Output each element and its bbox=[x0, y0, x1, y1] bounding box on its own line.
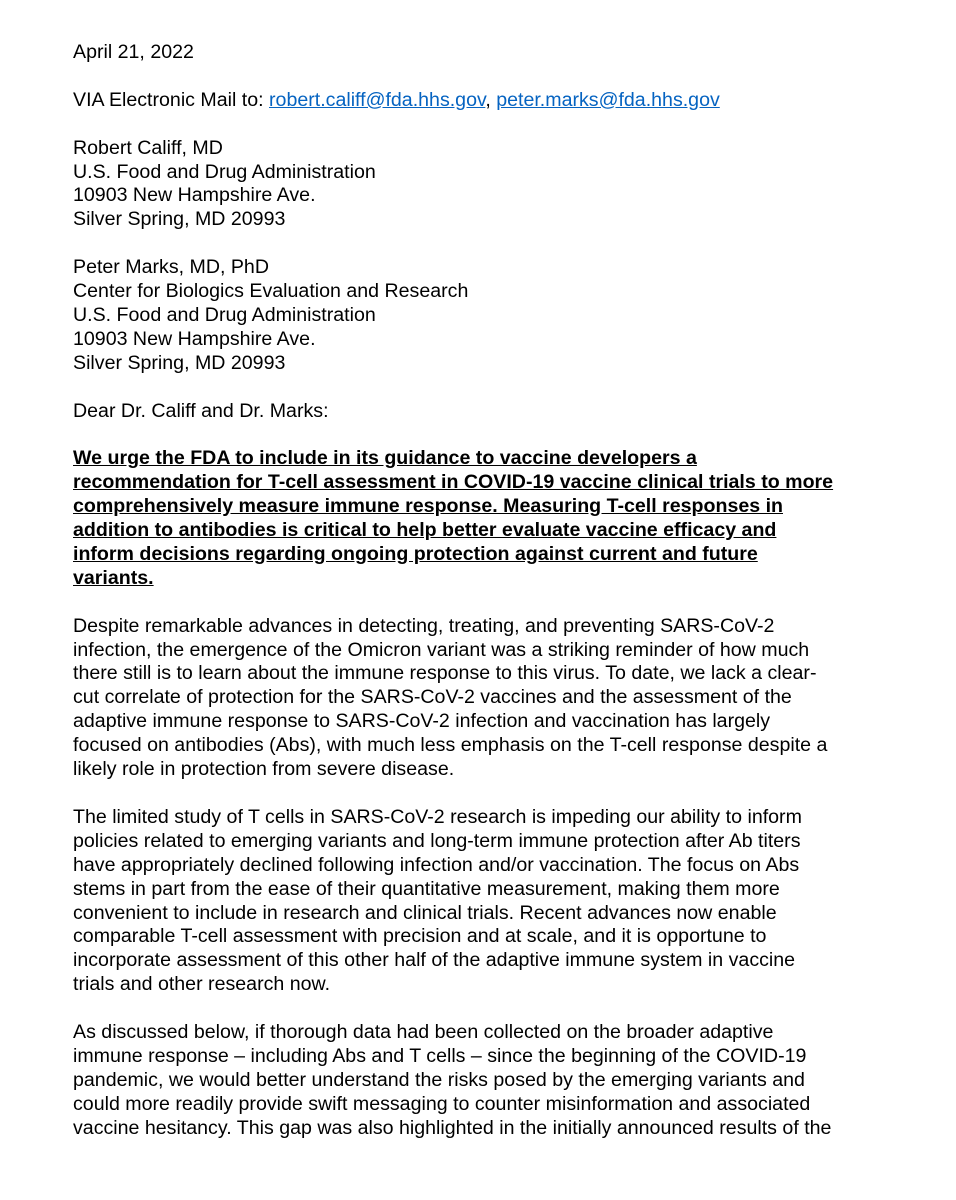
paragraph-line: Despite remarkable advances in detecting, treating, and preventing SARS-CoV-2 bbox=[73, 614, 775, 637]
via-line bbox=[73, 89, 893, 113]
recipient-califf-address bbox=[73, 137, 893, 233]
body-paragraph-1 bbox=[73, 615, 893, 782]
spacer bbox=[73, 591, 893, 615]
address-line: 10903 New Hampshire Ave. bbox=[73, 184, 316, 207]
address-line: Robert Califf, MD bbox=[73, 136, 223, 159]
spacer bbox=[73, 376, 893, 400]
paragraph-line: adaptive immune response to SARS-CoV-2 infection and vaccination has largely bbox=[73, 710, 771, 733]
paragraph-line: infection, the emergence of the Omicron variant was a striking reminder of how much bbox=[73, 638, 810, 661]
paragraph-line: The limited study of T cells in SARS-CoV-2 research is impeding our ability to inform bbox=[73, 805, 802, 828]
spacer bbox=[73, 423, 893, 447]
paragraph-line: immune response – including Abs and T cells – since the beginning of the COVID-19 bbox=[73, 1044, 807, 1067]
paragraph-line: policies related to emerging variants and long-term immune protection after Ab titers bbox=[73, 829, 801, 852]
paragraph-line: We urge the FDA to include in its guidance to vaccine developers a bbox=[73, 447, 697, 470]
paragraph-line: convenient to include in research and clinical trials. Recent advances now enable bbox=[73, 901, 777, 924]
address-line: U.S. Food and Drug Administration bbox=[73, 303, 376, 326]
key-recommendation-paragraph bbox=[73, 447, 893, 590]
address-line: Silver Spring, MD 20993 bbox=[73, 208, 286, 231]
paragraph-line: vaccine hesitancy. This gap was also highlighted in the initially announced results of the bbox=[73, 1116, 832, 1139]
spacer bbox=[73, 782, 893, 806]
paragraph-line: addition to antibodies is critical to help better evaluate vaccine efficacy and bbox=[73, 519, 777, 542]
body-paragraph-3 bbox=[73, 1021, 893, 1141]
email-separator: , bbox=[485, 88, 497, 111]
paragraph-line: could more readily provide swift messaging to counter misinformation and associated bbox=[73, 1092, 811, 1115]
paragraph-line: focused on antibodies (Abs), with much less emphasis on the T-cell response despite a bbox=[73, 734, 828, 757]
paragraph-line: As discussed below, if thorough data had been collected on the broader adaptive bbox=[73, 1021, 774, 1044]
paragraph-line: recommendation for T-cell assessment in COVID-19 vaccine clinical trials to more bbox=[73, 471, 834, 494]
spacer bbox=[73, 65, 893, 89]
address-line: Silver Spring, MD 20993 bbox=[73, 351, 286, 374]
spacer bbox=[73, 997, 893, 1021]
spacer bbox=[73, 232, 893, 256]
paragraph-line: have appropriately declined following infection and/or vaccination. The focus on Abs bbox=[73, 853, 800, 876]
email-link-califf[interactable]: robert.califf@fda.hhs.gov bbox=[269, 88, 486, 111]
paragraph-line: trials and other research now. bbox=[73, 973, 331, 996]
paragraph-line: there still is to learn about the immune response to this virus. To date, we lack a clear- bbox=[73, 662, 817, 685]
spacer bbox=[73, 113, 893, 137]
paragraph-line: stems in part from the ease of their quantitative measurement, making them more bbox=[73, 877, 780, 900]
salutation: Dear Dr. Califf and Dr. Marks: bbox=[73, 399, 329, 422]
body-paragraph-2 bbox=[73, 806, 893, 997]
paragraph-line: pandemic, we would better understand the risks posed by the emerging variants and bbox=[73, 1068, 805, 1091]
paragraph-line: cut correlate of protection for the SARS-CoV-2 vaccines and the assessment of the bbox=[73, 686, 792, 709]
paragraph-line: likely role in protection from severe disease. bbox=[73, 758, 455, 781]
paragraph-line: comparable T-cell assessment with precision and at scale, and it is opportune to bbox=[73, 925, 767, 948]
via-prefix: VIA Electronic Mail to: bbox=[73, 88, 270, 111]
address-line: Center for Biologics Evaluation and Research bbox=[73, 280, 469, 303]
address-line: Peter Marks, MD, PhD bbox=[73, 256, 269, 279]
letter-page bbox=[73, 41, 893, 1141]
recipient-marks-address bbox=[73, 256, 893, 376]
email-link-marks[interactable]: peter.marks@fda.hhs.gov bbox=[496, 88, 720, 111]
paragraph-line: inform decisions regarding ongoing protection against current and future bbox=[73, 542, 758, 565]
address-line: 10903 New Hampshire Ave. bbox=[73, 327, 316, 350]
address-line: U.S. Food and Drug Administration bbox=[73, 160, 376, 183]
paragraph-line: incorporate assessment of this other half of the adaptive immune system in vaccine bbox=[73, 949, 796, 972]
paragraph-line: variants. bbox=[73, 566, 154, 589]
paragraph-line: comprehensively measure immune response. Measuring T-cell responses in bbox=[73, 495, 783, 518]
letter-date: April 21, 2022 bbox=[73, 41, 194, 63]
